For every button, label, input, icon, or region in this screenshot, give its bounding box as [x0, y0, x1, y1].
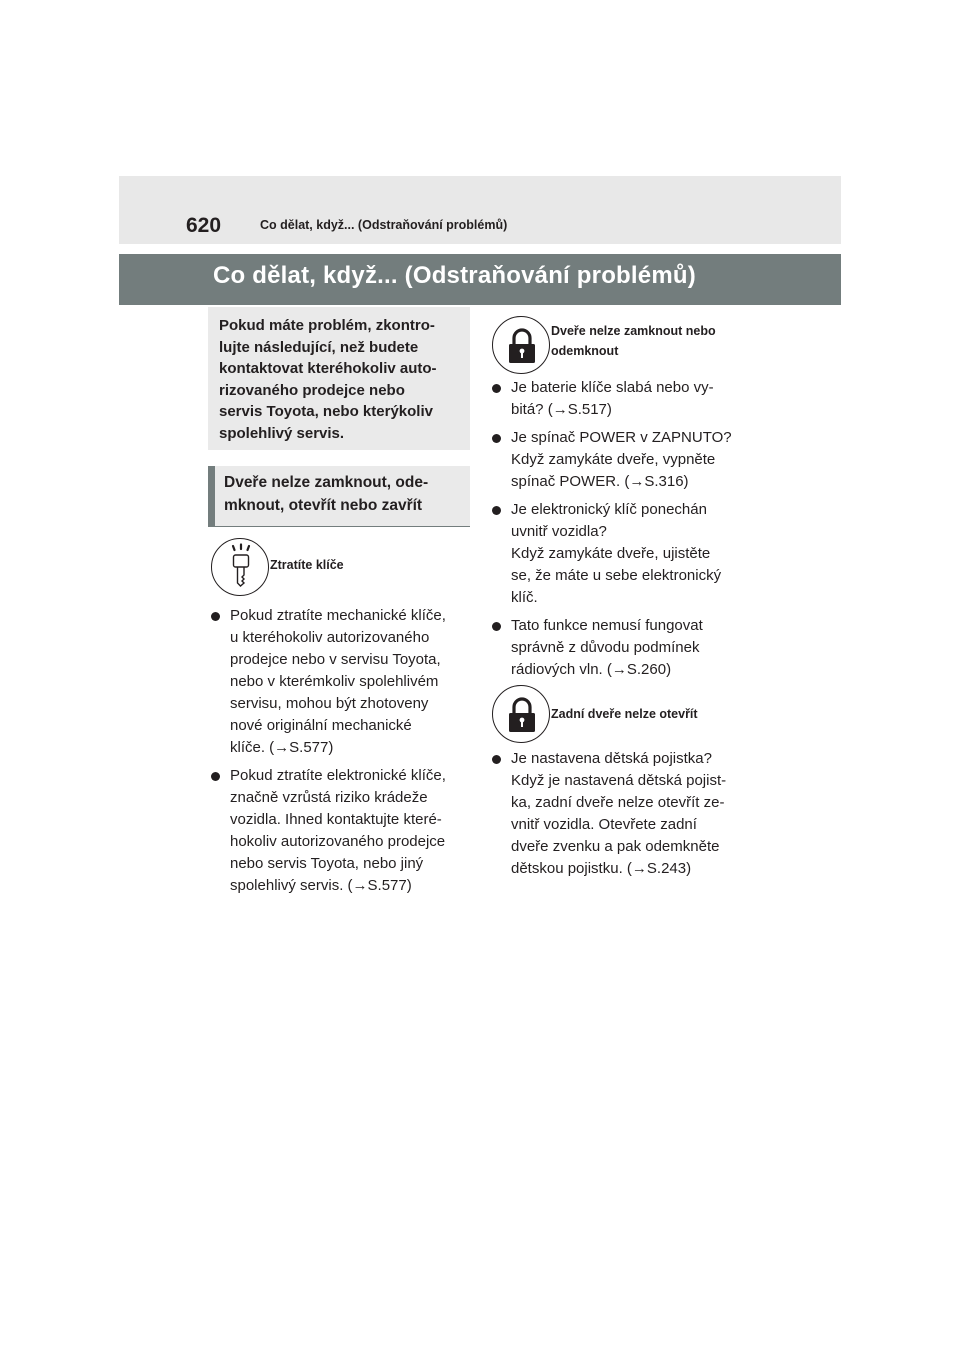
list-item: Pokud ztratíte elektronické klíče, značně vzrůstá riziko krádeže vozidla. Ihned kontaktujte které- hokoliv autorizovaného prodejce nebo servis Toyota, nebo jiný spolehlivý servis. (→S.577)	[211, 765, 471, 897]
intro-box	[208, 307, 470, 450]
padlock-icon	[492, 685, 550, 743]
bullet-icon	[211, 612, 220, 621]
bullet-icon	[492, 434, 501, 443]
list-item: Je nastavena dětská pojistka? Když je nastavená dětská pojist- ka, zadní dveře nelze otevřít ze- vnitř vozidla. Otevřete zadní dveře zvenku a pak odemkněte dětskou pojistku. (→S.243)	[492, 748, 762, 880]
lost-keys-list	[211, 605, 471, 903]
bullet-icon	[492, 755, 501, 764]
list-item: Tato funkce nemusí fungovat správně z důvodu podmínek rádiových vln. (→S.260)	[492, 615, 762, 681]
list-item: Je baterie klíče slabá nebo vy- bitá? (→S.517)	[492, 377, 762, 421]
rear-door-label: Zadní dveře nelze otevřít	[551, 707, 698, 721]
header-bar	[119, 176, 841, 244]
key-with-alert-icon	[211, 538, 269, 596]
bullet-icon	[492, 622, 501, 631]
padlock-icon	[492, 316, 550, 374]
lost-keys-label: Ztratíte klíče	[270, 558, 344, 572]
lock-unlock-label: Dveře nelze zamknout nebo odemknout	[551, 324, 716, 358]
bullet-icon	[492, 506, 501, 515]
lock-unlock-list	[492, 377, 762, 687]
list-item: Pokud ztratíte mechanické klíče, u kteréhokoliv autorizovaného prodejce nebo v servisu Toyota, nebo v kterémkoliv spolehlivém servisu, mohou být zhotoveny nové originální mechanické klíče. (→S.577)	[211, 605, 471, 759]
section-heading-text: Dveře nelze zamknout, ode- mknout, otevřít nebo zavřít	[224, 474, 429, 514]
page-number: 620	[186, 214, 222, 237]
bullet-icon	[492, 384, 501, 393]
rear-door-list	[492, 748, 762, 886]
bullet-icon	[211, 772, 220, 781]
list-item: Je spínač POWER v ZAPNUTO? Když zamykáte dveře, vypněte spínač POWER. (→S.316)	[492, 427, 762, 493]
page-title: Co dělat, když... (Odstraňování problémů)	[213, 262, 696, 289]
intro-text: Pokud máte problém, zkontro- lujte následující, než budete kontaktovat kteréhokoliv auto- rizovaného prodejce nebo servis Toyota, nebo kterýkoliv spolehlivý servis.	[219, 317, 437, 442]
list-item: Je elektronický klíč ponechán uvnitř vozidla? Když zamykáte dveře, ujistěte se, že máte u sebe elektronický klíč.	[492, 499, 762, 609]
section-heading	[208, 466, 470, 527]
running-head: Co dělat, když... (Odstraňování problémů)	[260, 218, 508, 232]
